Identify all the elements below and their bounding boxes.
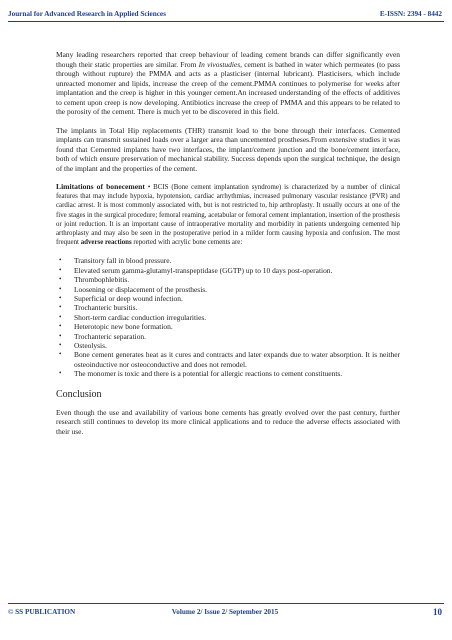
bullet-icon: •: [59, 265, 62, 274]
list-item-text: Trochanteric separation.: [74, 331, 147, 341]
bullet-icon: •: [59, 312, 62, 321]
paragraph-text: cement is bathed in water which permeates (to pass through without rupture) the PMMA and acts as a plasticiser (internal lubricant). Plasticisers, which include unreacted monomer and lipids, increase the creep of the cement.PMMA continues to polymerise for weeks after implantation and the creep is higher in this younger cement.An increased understanding of the effects of additives to cement upon creep is now developing. Antibiotics increase the creep of PMMA and this appears to be related to the porosity of the cement. There is much yet to be discovered in this field.: [56, 59, 400, 116]
list-item: [56, 294, 400, 303]
list-item-text: Loosening or displacement of the prosthesis.: [74, 284, 208, 294]
bullet-icon: •: [59, 284, 62, 293]
paragraph-limitations: [56, 182, 400, 247]
paragraph-text: Many leading researchers reported that creep behaviour of leading cement brands can differ significantly even though their static properties are similar. From: [56, 50, 400, 69]
bullet-icon: •: [59, 322, 62, 331]
list-item-text: Heterotopic new bone formation.: [74, 322, 173, 332]
paragraph-conclusion: Even though the use and availability of various bone cements has greatly evolved over the past century, further research still continues to develop its more clinical applications and to reduce the adverse effects associated with their use.: [56, 407, 400, 436]
list-item: [56, 303, 400, 312]
bullet-icon: •: [59, 256, 62, 265]
page-header: [8, 8, 442, 20]
page-footer: [8, 606, 442, 618]
page-number: 10: [433, 607, 442, 617]
list-item-text: Short-term cardiac conduction irregularities.: [74, 312, 207, 322]
list-item: [56, 285, 400, 294]
list-item-text: Superficial or deep wound infection.: [74, 294, 183, 304]
footer-divider: [8, 603, 444, 604]
bullet-icon: •: [59, 350, 62, 359]
publisher-label: © SS PUBLICATION: [8, 608, 76, 616]
list-item: [56, 369, 400, 378]
list-item-text: Transitory fall in blood pressure.: [74, 256, 172, 266]
bullet-icon: •: [59, 331, 62, 340]
list-item: [56, 266, 400, 275]
bullet-icon: •: [59, 341, 62, 350]
list-item-text: Bone cement generates heat as it cures and contracts and later expands due to water absorption. It is neither osteoinductive nor osteoconductive and does not remodel.: [74, 350, 400, 369]
list-item: [56, 275, 400, 284]
issn-label: E-ISSN: 2394 - 8442: [379, 10, 442, 18]
list-item-text: Thrombophlebitis.: [74, 275, 130, 285]
list-item: [56, 350, 400, 369]
list-item-text: Trochanteric bursitis.: [74, 303, 138, 313]
list-item: [56, 332, 400, 341]
bullet-icon: •: [59, 294, 62, 303]
list-item: [56, 256, 400, 265]
paragraph-thr: The implants in Total Hip replacements (THR) transmit load to the bone through their interfaces. Cemented implants can transmit sustained loads over a larger area than uncemented prostheses.From extensive studies it was found that Cemented implants have two interfaces, the implant/cement junction and the bone/cement interface, both of which ensure preservation of mechanical stability. Success depends upon the surgical technique, the design of the implant and the properties of the cement.: [56, 125, 400, 173]
article-body: [56, 50, 400, 445]
list-item-text: The monomer is toxic and there is a potential for allergic reactions to cement constituents.: [74, 369, 343, 379]
paragraph-text: reported with acrylic bone cements are:: [131, 239, 243, 247]
list-item: [56, 313, 400, 322]
paragraph-text: BCIS (Bone cement implantation syndrome) is characterized by a number of clinical features that may include hypoxia, hypotension, cardiac arrhythmias, increased pulmonary vascular resistance (PVR) and cardiac arrest. It is most commonly associated with, but is not restricted to, hip arthroplasty. It usually occurs at one of the five stages in the surgical procedure; femoral reaming, acetabular or femoral cement implantation, insertion of the prosthesis or joint reduction. It is an important cause of intraoperative mortality and morbidity in patients undergoing cemented hip arthroplasty and may also be seen in the postoperative period in a milder form causing hypoxia and confusion. The most frequent: [56, 184, 400, 247]
volume-label: Volume 2/ Issue 2/ September 2015: [171, 608, 279, 616]
paragraph-creep: [56, 50, 400, 117]
adverse-reactions-list: [56, 256, 400, 378]
list-item: [56, 341, 400, 350]
conclusion-heading: Conclusion: [56, 388, 102, 400]
limitations-heading: Limitations of bonecement: [56, 182, 145, 191]
header-divider: [8, 21, 444, 22]
list-item-text: Osteolysis.: [74, 341, 107, 351]
bullet-icon: •: [59, 275, 62, 284]
list-item: [56, 322, 400, 331]
italic-term: In vivostudies,: [198, 59, 242, 69]
adverse-reactions-term: adverse reactions: [80, 239, 132, 247]
inline-separator: •: [144, 184, 154, 191]
bullet-icon: •: [59, 303, 62, 312]
journal-title: Journal for Advanced Research in Applied Sciences: [8, 10, 166, 18]
list-item-text: Elevated serum gamma-glutamyl-transpeptidase (GGTP) up to 10 days post-operation.: [74, 265, 333, 275]
bullet-icon: •: [59, 369, 62, 378]
